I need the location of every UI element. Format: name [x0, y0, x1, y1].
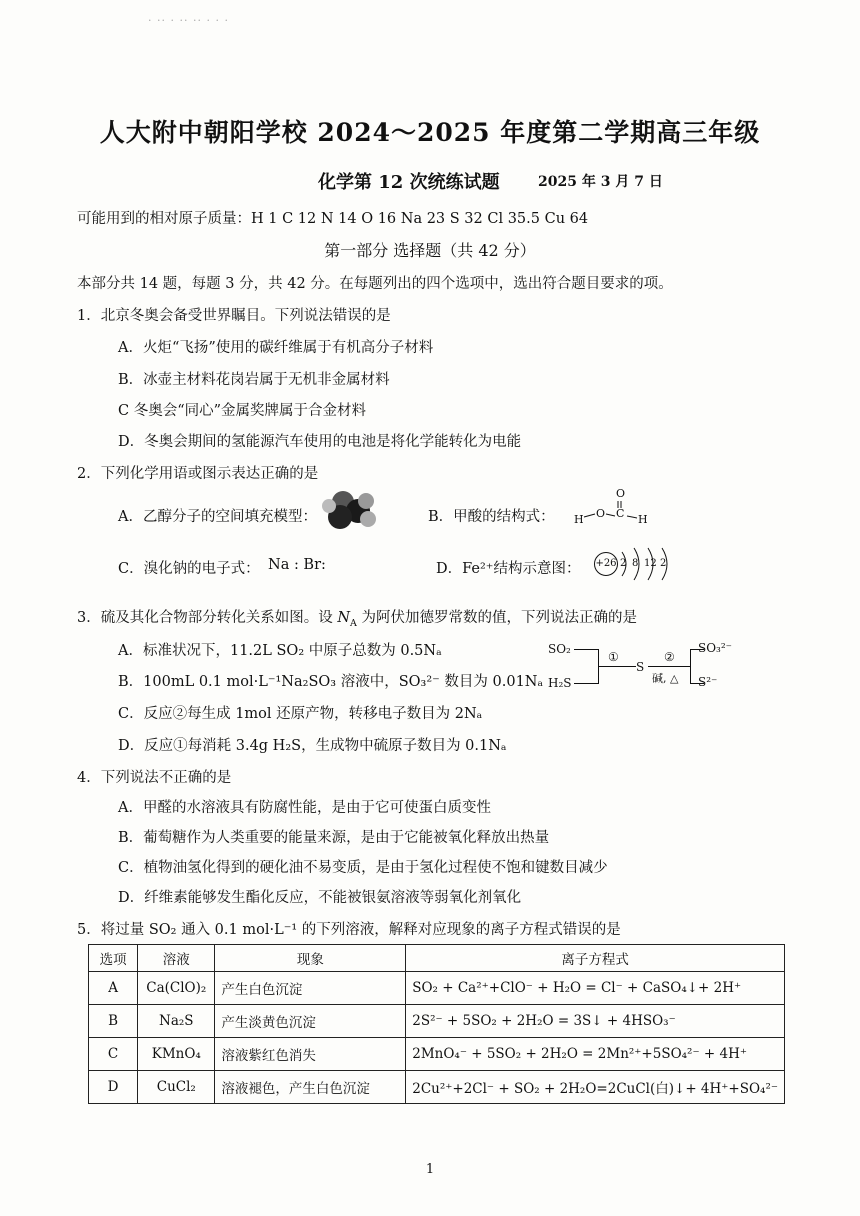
table-cell-equation: 2S²⁻ + 5SO₂ + 2H₂O = 3S↓ + 4HSO₃⁻: [406, 1005, 785, 1038]
table-cell-phenomenon: 产生白色沉淀: [215, 972, 406, 1005]
fe-shell-4: 2: [660, 558, 667, 569]
fe-shell-1: 2: [620, 558, 627, 569]
table-cell-option: C: [89, 1038, 138, 1071]
exam-date: 2025 年 3 月 7 日: [538, 174, 663, 190]
fe-shell-2: 8: [632, 558, 639, 569]
q4-option-b: B．葡萄糖作为人类重要的能量来源，是由于它能被氧化释放出热量: [118, 830, 550, 846]
q3-stem-part-a: 3．硫及其化合物部分转化关系如图。设: [77, 610, 338, 626]
q2-stem: 2．下列化学用语或图示表达正确的是: [77, 466, 319, 482]
formic-acid-structure: [572, 487, 662, 531]
formic-h-left: H: [574, 513, 584, 526]
faint-header-marks: · ·· · ·· ·· · · ·: [148, 14, 229, 27]
q2-option-c: C．溴化钠的电子式：: [118, 561, 260, 577]
scheme-step-2: ②: [664, 650, 675, 664]
q4-option-a: A．甲醛的水溶液具有防腐性能，是由于它可使蛋白质变性: [118, 800, 491, 816]
table-cell-phenomenon: 产生淡黄色沉淀: [215, 1005, 406, 1038]
q2-option-b: B．甲酸的结构式：: [428, 509, 555, 525]
q5-stem: 5．将过量 SO₂ 通入 0.1 mol·L⁻¹ 的下列溶液，解释对应现象的离子方程式错误的是: [77, 922, 621, 938]
q3-option-a: A．标准状况下，11.2L SO₂ 中原子总数为 0.5Nₐ: [118, 643, 442, 659]
q5-table: [88, 944, 785, 1104]
table-header-cell: 现象: [215, 945, 406, 972]
scheme-product-1: SO₃²⁻: [698, 641, 733, 655]
scheme-step-1: ①: [608, 650, 619, 664]
q3-option-b: B．100mL 0.1 mol·L⁻¹Na₂SO₃ 溶液中，SO₃²⁻ 数目为 0.01Nₐ: [118, 674, 544, 690]
q1-option-d: D．冬奥会期间的氢能源汽车使用的电池是将化学能转化为电能: [118, 434, 522, 450]
table-cell-phenomenon: 溶液紫红色消失: [215, 1038, 406, 1071]
formic-bonds: [572, 487, 662, 531]
table-row: [89, 1038, 785, 1071]
scheme-h2s: H₂S: [548, 676, 572, 690]
table-cell-option: B: [89, 1005, 138, 1038]
table-row: [89, 972, 785, 1005]
table-header-cell: 离子方程式: [406, 945, 785, 972]
fe-nucleus: +26: [594, 552, 618, 576]
table-cell-equation: 2Cu²⁺+2Cl⁻ + SO₂ + 2H₂O=2CuCl(白)↓+ 4H⁺+SO₄²⁻: [406, 1071, 785, 1104]
atomic-masses: 可能用到的相对原子质量：H 1 C 12 N 14 O 16 Na 23 S 32 Cl 35.5 Cu 64: [77, 211, 589, 227]
ethanol-space-filling-model: [322, 489, 380, 533]
table-header-row: [89, 945, 785, 972]
exam-subtitle: 化学第 12 次统练试题: [318, 172, 500, 193]
formic-o-mid: O: [596, 507, 606, 520]
table-cell-equation: 2MnO₄⁻ + 5SO₂ + 2H₂O = 2Mn²⁺+5SO₄²⁻ + 4H⁺: [406, 1038, 785, 1071]
formic-o-top: O: [616, 487, 626, 500]
q2-option-d: D．Fe²⁺结构示意图：: [436, 561, 581, 577]
table-row: [89, 1005, 785, 1038]
q4-option-d: D．纤维素能够发生酯化反应，不能被银氨溶液等弱氧化剂氧化: [118, 890, 522, 906]
q4-stem: 4．下列说法不正确的是: [77, 770, 232, 786]
nabr-electron-formula: Na : Br:: [268, 557, 326, 573]
formic-c: C: [616, 507, 625, 520]
q3-stem-na: N: [337, 610, 351, 626]
q1-option-b: B．冰壶主材料花岗岩属于无机非金属材料: [118, 372, 390, 388]
q3-stem-part-b: 为阿伏加德罗常数的值，下列说法正确的是: [356, 610, 638, 626]
q3-option-d: D．反应①每消耗 3.4g H₂S，生成物中硫原子数目为 0.1Nₐ: [118, 738, 507, 754]
table-row: [89, 1071, 785, 1104]
q4-option-c: C．植物油氢化得到的硬化油不易变质，是由于氢化过程使不饱和键数目减少: [118, 860, 608, 876]
q2-option-a: A．乙醇分子的空间填充模型：: [118, 509, 317, 525]
part-title: 第一部分 选择题（共 42 分）: [324, 241, 536, 260]
table-cell-option: A: [89, 972, 138, 1005]
q3-stem: 3．硫及其化合物部分转化关系如图。设 $N_A$ 为阿伏加德罗常数的值，下列说法正确的是: [77, 610, 638, 629]
page-number: 1: [425, 1162, 435, 1177]
scheme-condition: 碱, △: [652, 672, 679, 685]
scheme-s: S: [636, 660, 645, 674]
sulfur-conversion-scheme: [548, 638, 738, 694]
table-cell-phenomenon: 溶液褪色，产生白色沉淀: [215, 1071, 406, 1104]
q3-option-c: C．反应②每生成 1mol 还原产物，转移电子数目为 2Nₐ: [118, 706, 483, 722]
table-cell-option: D: [89, 1071, 138, 1104]
formic-h-right: H: [638, 513, 648, 526]
table-cell-solution: Ca(ClO)₂: [138, 972, 215, 1005]
exam-title: 人大附中朝阳学校 2024～2025 年度第二学期高三年级: [99, 118, 761, 147]
table-header-cell: 溶液: [138, 945, 215, 972]
fe-shell-3: 12: [644, 558, 657, 569]
scheme-so2: SO₂: [548, 642, 571, 656]
fe2-structure-diagram: [592, 546, 682, 582]
table-cell-solution: Na₂S: [138, 1005, 215, 1038]
q1-option-a: A．火炬“飞扬”使用的碳纤维属于有机高分子材料: [118, 340, 434, 356]
table-cell-equation: SO₂ + Ca²⁺+ClO⁻ + H₂O = Cl⁻ + CaSO₄↓+ 2H⁺: [406, 972, 785, 1005]
table-cell-solution: CuCl₂: [138, 1071, 215, 1104]
q1-option-c: C 冬奥会“同心”金属奖牌属于合金材料: [118, 403, 367, 419]
table-header-cell: 选项: [89, 945, 138, 972]
instructions: 本部分共 14 题，每题 3 分，共 42 分。在每题列出的四个选项中，选出符合题目要求的项。: [77, 276, 673, 292]
q1-stem: 1．北京冬奥会备受世界瞩目。下列说法错误的是: [77, 308, 391, 324]
scheme-product-2: S²⁻: [698, 675, 718, 689]
table-cell-solution: KMnO₄: [138, 1038, 215, 1071]
